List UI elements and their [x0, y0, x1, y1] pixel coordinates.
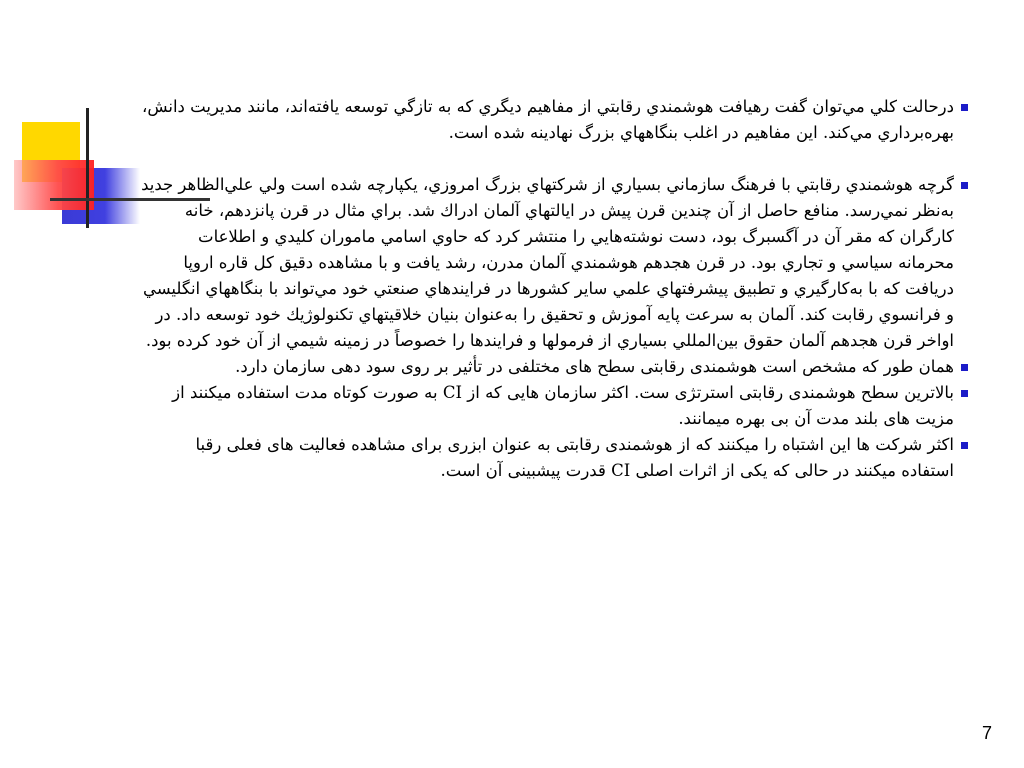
- slide-content: [140, 94, 968, 484]
- square-bullet-icon: [961, 104, 968, 111]
- bullet-text: گرچه هوشمندي رقابتي با فرهنگ سازماني بسياري از شرکتهاي بزرگ امروزي، يکپارچه شده است ولي علي‌الظاهر جديد به‌نظر نمي‌رسد. منافع حاصل از آن چندين قرن پيش در ايالتهاي آلمان ادراك شد. براي مثال در قرن پانزدهم، خانه کارگران که مقر آن در آگسبرگ بود، دست نوشته‌هايي را منتشر کرد که حاوي اسامي ماموران کليدي و اطلاعات محرمانه سياسي و تجاري بود. در قرن هجدهم هوشمندي آلمان مدرن، رشد يافت و با مشاهده دقيق کل قاره اروپا دريافت که با به‌کارگيري و تطبيق پيشرفتهاي علمي ساير کشورها در فرايندهاي صنعتي خود مي‌تواند با بنگاههاي انگليسي و فرانسوي رقابت کند. آلمان به سرعت پايه آموزش و تحقيق را به‌عنوان بنيان خلاقيتهاي تکنولوژيك خود توسعه داد. در اواخر قرن هجدهم آلمان حقوق بين‌المللي بسياري از فرمولها و فرايندها را خصوصاً در زمينه شيمي از آن خود کرده بود.: [141, 175, 954, 350]
- page-number: 7: [981, 723, 992, 743]
- bullet-item: [140, 432, 968, 484]
- bullet-text: همان طور که مشخص است هوشمندی رقابتی سطح های مختلفی در تأثیر بر روی سود دهی سازمان دارد.: [235, 357, 954, 376]
- bullet-text: بالاترین سطح هوشمندی رقابتی استرتژی ست. اکثر سازمان هایی که از CI به صورت کوتاه مدت استفاده میکنند از مزیت های بلند مدت آن بی بهره میمانند.: [172, 383, 954, 428]
- logo-vertical-line: [86, 108, 89, 228]
- square-bullet-icon: [961, 364, 968, 371]
- square-bullet-icon: [961, 182, 968, 189]
- bullet-text: درحالت کلي مي‌توان گفت رهيافت هوشمندي رقابتي از مفاهيم ديگري که به تازگي توسعه يافته‌اند، مانند مديريت دانش، بهره‌برداري مي‌کند. اين مفاهيم در اغلب بنگاههاي بزرگ نهادينه شده است.: [142, 97, 954, 142]
- bullet-item: [140, 172, 968, 354]
- bullet-list: [140, 94, 968, 484]
- square-bullet-icon: [961, 390, 968, 397]
- bullet-item: [140, 94, 968, 146]
- bullet-item: [140, 354, 968, 380]
- square-bullet-icon: [961, 442, 968, 449]
- logo-red-square: [14, 160, 94, 210]
- bullet-text: اکثر شرکت ها این اشتباه را میکنند که از هوشمندی رقابتی به عنوان ابزری برای مشاهده فعالیت های فعلی رقبا استفاده میکنند در حالی که یکی از اثرات اصلی CI قدرت پیشبینی آن است.: [195, 435, 954, 480]
- bullet-item: [140, 380, 968, 432]
